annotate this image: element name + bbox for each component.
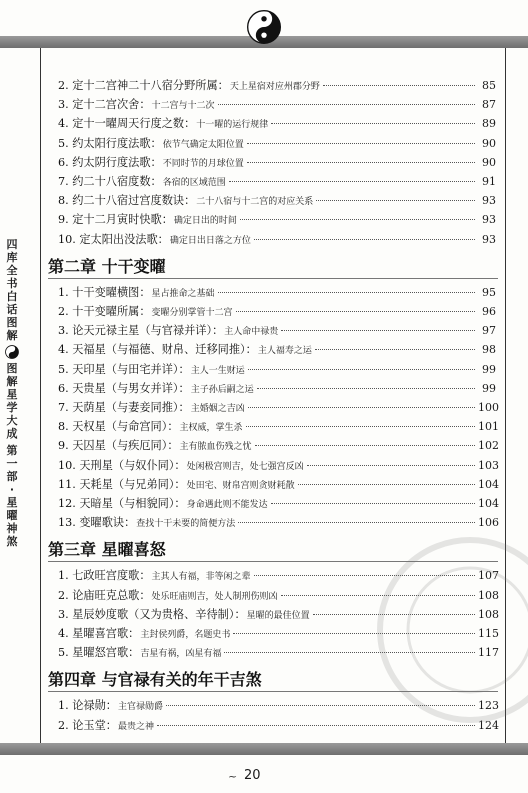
entry-title: 9. 天囚星（与疾厄同）： [58,439,179,453]
entry-title: 3. 星辰妙度歌（又为贵格、辛待制）： [58,607,246,621]
spine-char: 学 [6,401,18,414]
spine-char: 星 [6,496,18,509]
toc-entry[interactable] [58,154,496,170]
toc-entry[interactable] [58,399,499,415]
toc-entry[interactable] [58,380,496,396]
entry-page-number: 90 [482,136,496,150]
spine-char: 神 [6,522,18,535]
entry-description: 星曜的最佳位置 [246,610,310,621]
toc-entry[interactable] [58,211,496,227]
entry-title: 5. 约太阳行度法歌： [58,136,162,150]
watermark-seal [360,520,528,730]
entry-description: 主权威，掌生杀 [179,423,243,434]
chapter-heading: 第二章 十干变曜 [48,256,166,276]
leader-dots [254,239,475,240]
entry-title: 1. 十干变曜横图： [58,285,151,299]
leader-dots [240,219,475,220]
yin-yang-icon [247,10,281,44]
entry-page-number: 85 [482,79,496,92]
leader-dots [315,349,475,350]
entry-title: 7. 约二十八宿度数： [58,175,162,188]
entry-description: 各宿的区域范围 [162,178,226,188]
entry-description: 依节气确定太阳位置 [162,139,244,150]
spine-char: 图 [6,316,18,329]
entry-title: 2. 十干变曜所属： [58,305,151,318]
toc-entry[interactable] [58,77,496,93]
entry-page-number: 99 [482,381,496,395]
entry-title: 10. 天刑星（与奴仆同）： [58,458,186,472]
spine-char: 全 [6,264,18,277]
entry-title: 10. 定太阳出没法歌： [58,232,169,246]
entry-description: 十一曜的运行规律 [196,120,269,131]
spine-char: 第 [6,444,18,457]
entry-description: 最贵之神 [117,721,154,732]
entry-description: 主人一生财运 [190,365,245,376]
entry-page-number: 90 [482,155,496,169]
entry-page-number: 98 [482,343,496,357]
entry-title: 2. 论玉堂： [58,718,117,732]
entry-page-number: 93 [482,194,496,208]
leader-dots [257,388,475,389]
entry-description: 确定日出的时间 [173,216,237,227]
entry-title: 4. 天福星（与福德、财帛、迁移同推）： [58,343,257,357]
entry-description: 主子孙后嗣之运 [190,384,254,395]
leader-dots [255,445,475,446]
toc-entry[interactable] [58,437,499,453]
toc-entry[interactable] [58,284,496,300]
entry-title: 3. 论天元禄主星（与官禄并详）： [58,324,224,338]
entry-description: 二十八宿与十二宫的对应关系 [196,197,314,208]
leader-dots [323,85,475,86]
chapter-heading: 第四章 与官禄有关的年干吉煞 [48,670,262,690]
entry-description: 处闲极宫则吉，处七强宫反凶 [186,461,304,472]
chapter-heading: 第三章 星曜喜怒 [48,540,166,560]
toc-entry[interactable] [58,115,496,131]
spine-char: 话 [6,303,18,316]
leader-dots [218,292,475,293]
entry-description: 主婚姻之吉凶 [190,404,245,414]
spine-char: 白 [6,290,18,303]
entry-page-number: 87 [482,98,496,112]
spine-char: 煞 [6,535,18,548]
yin-yang-icon [5,345,19,359]
toc-entry[interactable] [58,361,496,377]
leader-dots [298,484,475,485]
spine-char: 解 [6,329,18,342]
toc-entry[interactable] [58,495,499,511]
entry-page-number: 115 [478,627,499,640]
entry-page-number: 93 [482,213,496,227]
entry-description: 主人福寿之运 [257,346,312,357]
entry-title: 5. 星曜怒宫歌： [58,646,140,660]
chapter-rule [48,278,498,279]
toc-entry[interactable] [58,231,496,247]
entry-page-number: 107 [478,569,499,583]
entry-description: 变曜分别掌管十二宫 [151,308,233,318]
entry-description: 吉星有祸，凶星有福 [140,649,222,660]
entry-description: 主其人有福，非等闲之辈 [151,572,251,583]
toc-entry[interactable] [58,135,496,151]
entry-description: 处乐旺庙则吉，处人制刑伤则凶 [151,591,278,602]
toc-entry[interactable] [58,457,499,473]
entry-page-number: 106 [478,516,499,530]
spine-char: 图 [6,362,18,375]
spine-char: 曜 [6,509,18,522]
leader-dots [247,143,475,144]
entry-page-number: 102 [478,439,499,453]
entry-title: 6. 约太阴行度法歌： [58,155,162,169]
entry-title: 1. 论禄勋： [58,699,117,713]
entry-title: 12. 天暗星（与相貌同）： [58,497,186,510]
entry-description: 不同时节的月球位置 [162,158,244,169]
entry-title: 3. 定十二宫次舍： [58,98,151,112]
leader-dots [316,200,475,201]
entry-description: 星占推命之基础 [151,288,215,299]
toc-entry[interactable] [58,303,496,319]
entry-description: 确定日出日落之方位 [169,235,251,246]
entry-page-number: 103 [478,458,499,472]
entry-title: 6. 天贵星（与男女并详）： [58,381,190,395]
spine-char: 大 [6,414,18,427]
entry-title: 4. 定十一曜周天行度之数： [58,117,196,131]
spine-char: · [9,483,15,496]
entry-page-number: 108 [478,588,499,602]
spine-part [3,444,21,548]
page-number: 20 [244,768,261,783]
leader-dots [247,162,475,163]
spine-book [3,362,21,440]
toc-entry[interactable] [58,96,496,112]
entry-page-number: 89 [482,117,496,131]
entry-page-number: 104 [478,477,499,491]
spine-title [3,238,21,548]
entry-title: 8. 天权星（与命宫同）： [58,420,179,434]
entry-page-number: 101 [478,420,499,434]
entry-title: 9. 定十二月寅时快歌： [58,213,173,227]
entry-description: 主有脓血伤残之忧 [179,442,252,453]
leader-dots [229,181,475,182]
entry-description: 主官禄勋爵 [117,702,163,713]
toc-entry[interactable] [58,418,499,434]
leader-dots [248,407,475,408]
entry-page-number: 99 [482,362,496,376]
entry-page-number: 100 [478,401,499,414]
leader-dots [281,330,475,331]
spine-char: 部 [6,470,18,483]
entry-description: 处田宅、财帛宫则贪财耗散 [186,480,295,491]
entry-description: 十二宫与十二次 [151,101,215,112]
footer-bar [0,743,528,755]
toc-entry[interactable] [58,173,496,189]
entry-page-number: 104 [478,497,499,510]
entry-page-number: 117 [478,646,499,660]
entry-title: 5. 天印星（与田宅并详）： [58,362,190,376]
entry-title: 4. 星曜喜宫歌： [58,627,140,640]
toc-entry[interactable] [58,322,496,338]
entry-description: 主封侯列爵，名题史书 [140,630,231,640]
spine-char: 书 [6,277,18,290]
toc-entry[interactable] [58,341,496,357]
swirl-ornament-icon: ~ [228,770,238,783]
entry-description: 身命遇此则不能发达 [186,500,268,510]
entry-page-number: 91 [482,175,496,188]
entry-page-number: 108 [478,607,499,621]
entry-page-number: 123 [478,699,499,713]
entry-title: 11. 天耗星（与兄弟同）： [58,477,186,491]
spine-series [3,238,21,342]
entry-description: 查找十干未要的简便方法 [136,519,236,530]
entry-page-number: 93 [482,232,496,246]
toc-entry[interactable] [58,476,499,492]
spine-char: 四 [6,238,18,251]
entry-page-number: 95 [482,285,496,299]
entry-page-number: 124 [478,718,499,732]
leader-dots [271,503,475,504]
entry-title: 8. 约二十八宿过宫度数诀： [58,194,196,208]
entry-title: 13. 变曜歌诀： [58,516,136,530]
entry-description: 主人命中禄贵 [224,327,279,338]
entry-title: 2. 论庙旺克总歌： [58,588,151,602]
entry-description: 天上星宿对应州郡分野 [229,82,320,92]
leader-dots [307,465,475,466]
leader-dots [218,104,475,105]
spine-char: 库 [6,251,18,264]
spine-char: 成 [6,427,18,440]
entry-page-number: 97 [482,324,496,338]
leader-dots [246,426,475,427]
spine-char: 星 [6,388,18,401]
entry-title: 2. 定十二宫神二十八宿分野所属： [58,79,229,92]
toc-entry[interactable] [58,192,496,208]
leader-dots [248,369,475,370]
spine-char: 解 [6,375,18,388]
spine-char: 一 [6,457,18,470]
entry-title: 1. 七政旺宫度歌： [58,569,151,583]
entry-title: 7. 天荫星（与妻妾同推）： [58,401,190,414]
leader-dots [271,123,475,124]
entry-page-number: 96 [482,305,496,318]
leader-dots [236,311,475,312]
